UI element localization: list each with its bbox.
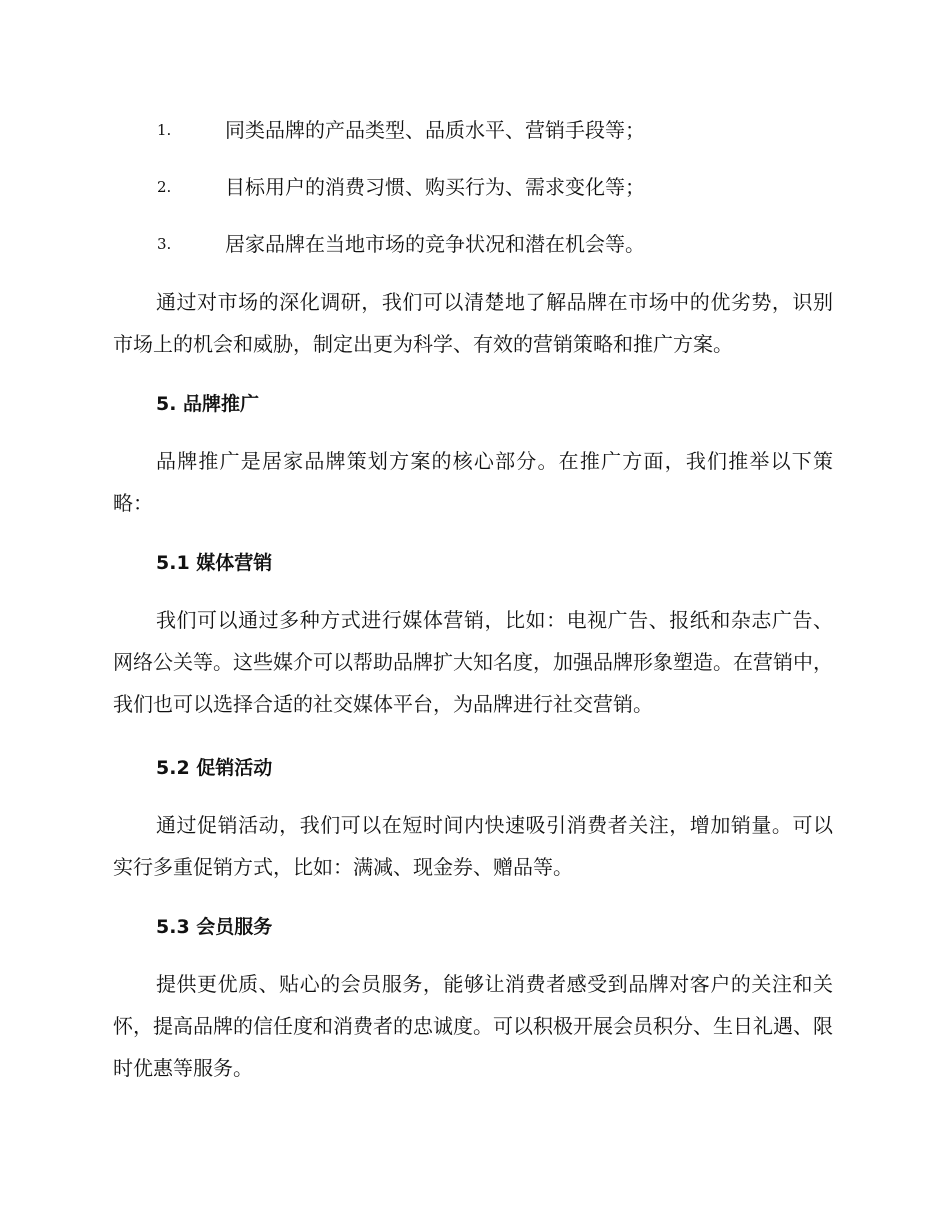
- list-text: 居家品牌在当地市场的竞争状况和潜在机会等。: [225, 232, 645, 256]
- intro-paragraph: 通过对市场的深化调研，我们可以清楚地了解品牌在市场中的优劣势，识别市场上的机会和威胁，制定出更为科学、有效的营销策略和推广方案。: [113, 290, 833, 356]
- list-item: [157, 115, 857, 145]
- section-paragraph: 提供更优质、贴心的会员服务，能够让消费者感受到品牌对客户的关注和关怀，提高品牌的信任度和消费者的忠诚度。可以积极开展会员积分、生日礼遇、限时优惠等服务。: [113, 972, 833, 1080]
- section-paragraph: 我们可以通过多种方式进行媒体营销，比如：电视广告、报纸和杂志广告、网络公关等。这些媒介可以帮助品牌扩大知名度，加强品牌形象塑造。在营销中，我们也可以选择合适的社交媒体平台，为品牌进行社交营销。: [113, 608, 833, 716]
- list-number: 1.: [157, 121, 172, 139]
- section-heading: 5.1 媒体营销: [156, 552, 273, 574]
- list-item: [157, 229, 857, 259]
- list-number: 3.: [157, 235, 172, 253]
- list-item: [157, 172, 857, 202]
- section-heading: 5.3 会员服务: [156, 916, 273, 938]
- list-number: 2.: [157, 178, 172, 196]
- section-heading: 5. 品牌推广: [156, 393, 260, 415]
- list-text: 目标用户的消费习惯、购买行为、需求变化等；: [225, 175, 645, 199]
- list-text: 同类品牌的产品类型、品质水平、营销手段等；: [225, 118, 645, 142]
- section-paragraph: 通过促销活动，我们可以在短时间内快速吸引消费者关注，增加销量。可以实行多重促销方式，比如：满减、现金券、赠品等。: [113, 813, 833, 879]
- section-paragraph: 品牌推广是居家品牌策划方案的核心部分。在推广方面，我们推举以下策略：: [113, 449, 833, 515]
- section-heading: 5.2 促销活动: [156, 757, 273, 779]
